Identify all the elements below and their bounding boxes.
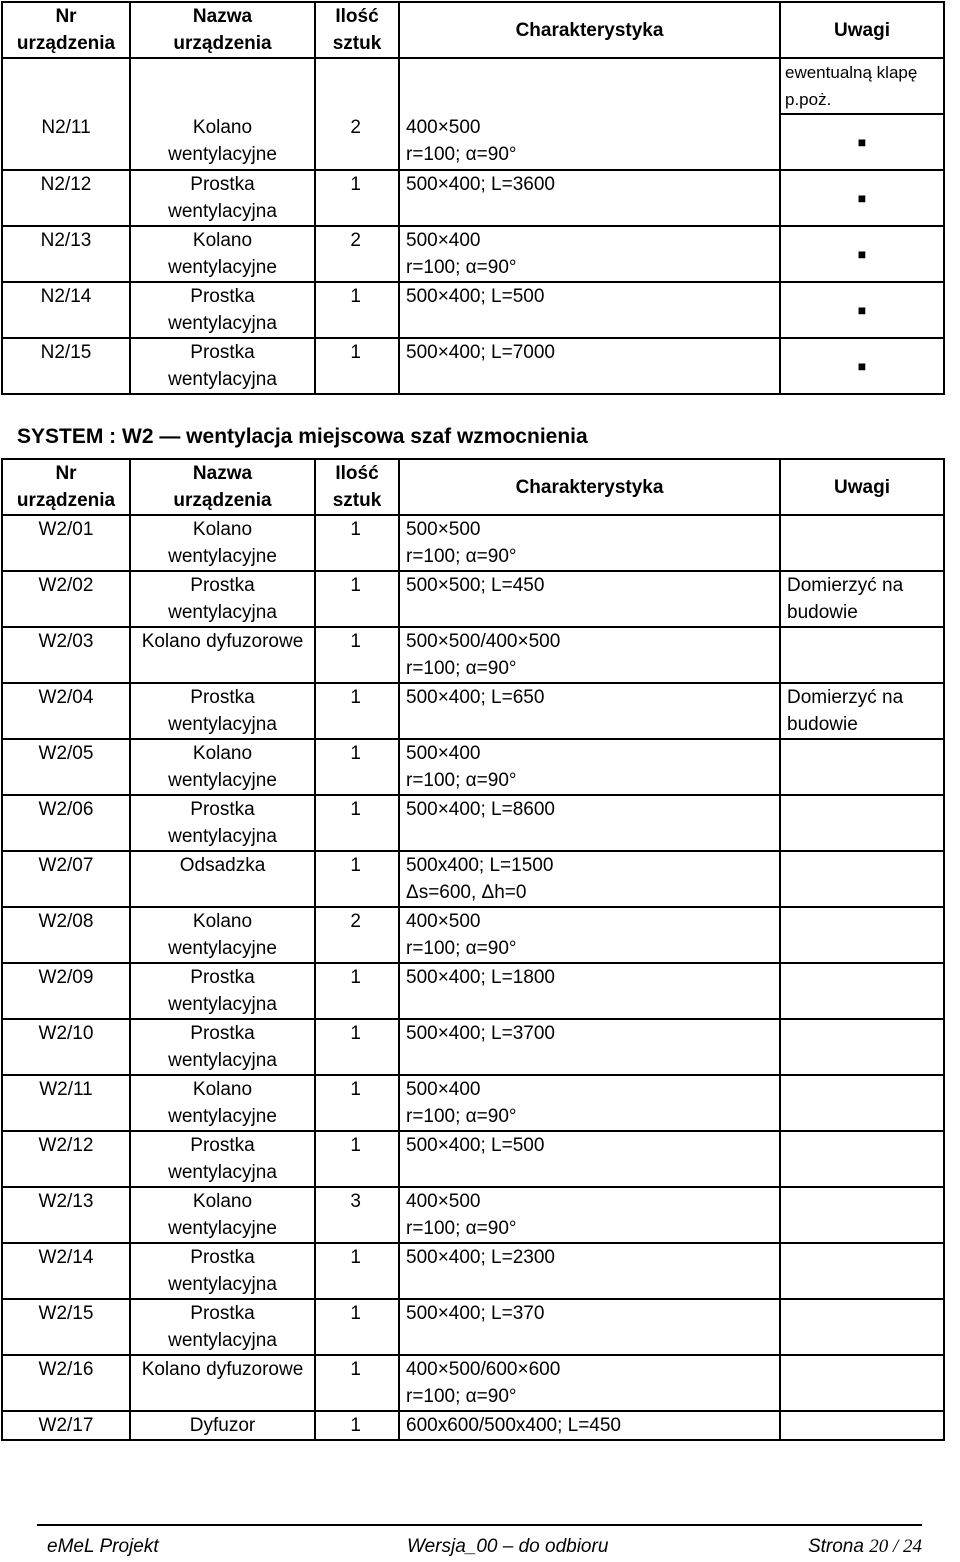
line: Prostka xyxy=(190,1303,255,1324)
cell-qty: 1 xyxy=(315,1019,399,1075)
cell-notes xyxy=(780,1243,944,1299)
table-row xyxy=(2,226,944,282)
line: wentylacyjna xyxy=(168,1274,277,1295)
table-row xyxy=(2,795,944,851)
line: 500×400 xyxy=(406,1079,481,1100)
line: Prostka xyxy=(190,687,255,708)
cell-nr: W2/13 xyxy=(2,1187,130,1243)
cell-name xyxy=(130,338,315,394)
line: r=100; α=90° xyxy=(406,1218,517,1239)
table-row xyxy=(2,282,944,338)
cell-nr: W2/15 xyxy=(2,1299,130,1355)
line: wentylacyjna xyxy=(168,313,277,334)
line: 400×500/600×600 xyxy=(406,1359,561,1380)
square-bullet-icon: ■ xyxy=(857,302,867,318)
line: Prostka xyxy=(190,799,255,820)
line: 500×500; L=450 xyxy=(406,575,545,596)
line: wentylacyjna xyxy=(168,602,277,623)
line: Prostka xyxy=(190,1023,255,1044)
cell-characteristics xyxy=(399,739,780,795)
cell-notes xyxy=(780,338,944,394)
cell-name xyxy=(130,739,315,795)
line: wentylacyjne xyxy=(168,144,277,165)
cell-notes xyxy=(780,170,944,226)
table-row xyxy=(2,1243,944,1299)
cell-characteristics xyxy=(399,795,780,851)
cell-name xyxy=(130,226,315,282)
table-row xyxy=(2,338,944,394)
line: Kolano xyxy=(192,230,253,251)
cell-notes xyxy=(780,739,944,795)
line: 500×400; L=7000 xyxy=(406,342,555,363)
line: 500×400 xyxy=(406,743,481,764)
square-bullet-icon: ■ xyxy=(857,134,867,150)
table-row xyxy=(2,571,944,627)
footer-version: Wersja_00 – do odbioru xyxy=(407,1536,609,1557)
cell-notes xyxy=(780,1131,944,1187)
line: wentylacyjna xyxy=(168,1162,277,1183)
cell-nr: N2/13 xyxy=(2,226,130,282)
cell-name xyxy=(130,1411,315,1440)
cell-nr: W2/04 xyxy=(2,683,130,739)
header-name: Nazwa urządzenia xyxy=(130,459,315,515)
table-row xyxy=(2,515,944,571)
table-row xyxy=(2,963,944,1019)
cell-qty: 2 xyxy=(315,907,399,963)
cell-notes xyxy=(780,1187,944,1243)
line: 500×500 xyxy=(406,519,481,540)
table-row xyxy=(2,627,944,683)
line: 500×400; L=3700 xyxy=(406,1023,555,1044)
cell-characteristics xyxy=(399,170,780,226)
header-nr: Nr urządzenia xyxy=(2,459,130,515)
line: 400×500 xyxy=(406,1191,481,1212)
cell-name xyxy=(130,627,315,683)
line: 500×400 xyxy=(406,230,481,251)
table-row xyxy=(2,114,944,170)
section-title: SYSTEM : W2 — wentylacja miejscowa szaf wzmocnienia xyxy=(17,425,588,448)
line: Domierzyć na xyxy=(787,575,904,596)
cell-qty: 3 xyxy=(315,1187,399,1243)
cell-nr: W2/12 xyxy=(2,1131,130,1187)
line: 500×400; L=500 xyxy=(406,286,545,307)
cell-nr: W2/05 xyxy=(2,739,130,795)
cell-name xyxy=(130,1075,315,1131)
line: wentylacyjne xyxy=(168,1106,277,1127)
cell-notes xyxy=(780,1019,944,1075)
cell-nr: W2/09 xyxy=(2,963,130,1019)
line: Kolano dyfuzorowe xyxy=(141,1359,304,1380)
line: Dyfuzor xyxy=(189,1415,256,1436)
table-header-row xyxy=(2,2,944,58)
table-row xyxy=(2,1075,944,1131)
line: Kolano xyxy=(192,1079,253,1100)
cell-characteristics xyxy=(399,627,780,683)
table-row xyxy=(2,907,944,963)
line: 600x600/500x400; L=450 xyxy=(406,1415,622,1436)
cell-nr: W2/08 xyxy=(2,907,130,963)
cell-characteristics xyxy=(399,1019,780,1075)
line: r=100; α=90° xyxy=(406,938,517,959)
line: Domierzyć na xyxy=(787,687,904,708)
line: 500×400; L=3600 xyxy=(406,174,555,195)
cell-nr: W2/10 xyxy=(2,1019,130,1075)
line: 500×400; L=500 xyxy=(406,1135,545,1156)
cell-notes xyxy=(780,226,944,282)
table-row xyxy=(2,1299,944,1355)
line: r=100; α=90° xyxy=(406,257,517,278)
cell-characteristics xyxy=(399,851,780,907)
line: wentylacyjna xyxy=(168,826,277,847)
cell-nr: W2/16 xyxy=(2,1355,130,1411)
cell-characteristics xyxy=(399,1299,780,1355)
cell-name xyxy=(130,1131,315,1187)
line: budowie xyxy=(787,602,858,623)
cell-qty: 1 xyxy=(315,739,399,795)
cell-nr: N2/12 xyxy=(2,170,130,226)
line: wentylacyjne xyxy=(168,257,277,278)
table-row xyxy=(2,1131,944,1187)
cell-name xyxy=(130,1019,315,1075)
line: wentylacyjna xyxy=(168,714,277,735)
cell-notes xyxy=(780,282,944,338)
cell-notes xyxy=(780,571,944,627)
cell-nr: W2/03 xyxy=(2,627,130,683)
line: wentylacyjna xyxy=(168,201,277,222)
table-row xyxy=(2,1187,944,1243)
line: wentylacyjne xyxy=(168,938,277,959)
carry-over-note: ewentualną klapę p.poż. xyxy=(780,58,944,114)
cell-characteristics xyxy=(399,1075,780,1131)
line: Δs=600, Δh=0 xyxy=(406,882,527,903)
cell-nr: W2/11 xyxy=(2,1075,130,1131)
line: r=100; α=90° xyxy=(406,1106,517,1127)
cell-name xyxy=(130,1187,315,1243)
line: Prostka xyxy=(190,174,255,195)
header-qty: Ilość sztuk xyxy=(315,459,399,515)
line: Prostka xyxy=(190,967,255,988)
cell-name xyxy=(130,1355,315,1411)
cell-qty: 1 xyxy=(315,851,399,907)
line: r=100; α=90° xyxy=(406,658,517,679)
line: wentylacyjna xyxy=(168,994,277,1015)
cell-notes xyxy=(780,1299,944,1355)
cell-nr: W2/06 xyxy=(2,795,130,851)
cell-notes xyxy=(780,1075,944,1131)
cell-notes xyxy=(780,515,944,571)
cell-notes xyxy=(780,963,944,1019)
cell-characteristics xyxy=(399,226,780,282)
line: Prostka xyxy=(190,1247,255,1268)
cell-qty: 2 xyxy=(315,114,399,170)
cell-qty: 1 xyxy=(315,571,399,627)
cell-name xyxy=(130,114,315,170)
cell-qty: 1 xyxy=(315,1243,399,1299)
line: r=100; α=90° xyxy=(406,1386,517,1407)
cell-characteristics xyxy=(399,515,780,571)
cell-notes xyxy=(780,683,944,739)
cell-notes xyxy=(780,907,944,963)
line: 500×400; L=370 xyxy=(406,1303,545,1324)
cell-nr: N2/14 xyxy=(2,282,130,338)
line: 400×500 xyxy=(406,117,481,138)
line: wentylacyjne xyxy=(168,1218,277,1239)
cell-nr: N2/11 xyxy=(2,114,130,170)
cell-name xyxy=(130,1243,315,1299)
cell-qty: 1 xyxy=(315,963,399,1019)
line: r=100; α=90° xyxy=(406,770,517,791)
header-name: Nazwa urządzenia xyxy=(130,2,315,58)
cell-name xyxy=(130,851,315,907)
cell-qty: 1 xyxy=(315,170,399,226)
cell-qty: 1 xyxy=(315,515,399,571)
line: 500×400; L=1800 xyxy=(406,967,555,988)
line: Kolano xyxy=(192,1191,253,1212)
line: wentylacyjna xyxy=(168,1050,277,1071)
square-bullet-icon: ■ xyxy=(857,190,867,206)
cell-qty: 1 xyxy=(315,795,399,851)
line: Prostka xyxy=(190,1135,255,1156)
cell-nr: W2/14 xyxy=(2,1243,130,1299)
cell-name xyxy=(130,1299,315,1355)
page-footer xyxy=(37,1524,922,1562)
cell-characteristics xyxy=(399,1411,780,1440)
square-bullet-icon: ■ xyxy=(857,358,867,374)
line: 500×400; L=650 xyxy=(406,687,545,708)
table-row xyxy=(2,851,944,907)
line: Prostka xyxy=(190,342,255,363)
cell-notes xyxy=(780,851,944,907)
cell-name xyxy=(130,515,315,571)
cell-qty: 1 xyxy=(315,282,399,338)
header-notes: Uwagi xyxy=(780,459,944,515)
cell-nr: W2/17 xyxy=(2,1411,130,1440)
table-row xyxy=(2,739,944,795)
cell-nr: W2/02 xyxy=(2,571,130,627)
line: Odsadzka xyxy=(179,855,266,876)
line: budowie xyxy=(787,714,858,735)
line: Kolano xyxy=(192,743,253,764)
cell-characteristics xyxy=(399,571,780,627)
cell-notes xyxy=(780,627,944,683)
cell-qty: 1 xyxy=(315,338,399,394)
square-bullet-icon: ■ xyxy=(857,246,867,262)
line: wentylacyjna xyxy=(168,1330,277,1351)
table-row xyxy=(2,1355,944,1411)
line: r=100; α=90° xyxy=(406,546,517,567)
cell-notes xyxy=(780,1355,944,1411)
line: 500×400; L=2300 xyxy=(406,1247,555,1268)
cell-nr: N2/15 xyxy=(2,338,130,394)
cell-characteristics xyxy=(399,963,780,1019)
cell-nr: W2/01 xyxy=(2,515,130,571)
line: 500×400; L=8600 xyxy=(406,799,555,820)
header-characteristics: Charakterystyka xyxy=(399,459,780,515)
cell-characteristics xyxy=(399,282,780,338)
cell-notes xyxy=(780,1411,944,1440)
table-row xyxy=(2,170,944,226)
cell-name xyxy=(130,683,315,739)
line: 500×500/400×500 xyxy=(406,631,561,652)
footer-company: eMeL Projekt xyxy=(47,1536,159,1557)
cell-characteristics xyxy=(399,338,780,394)
line: 500x400; L=1500 xyxy=(406,855,554,876)
cell-qty: 2 xyxy=(315,226,399,282)
line: wentylacyjna xyxy=(168,369,277,390)
table-row xyxy=(2,1411,944,1440)
line: Kolano xyxy=(192,911,253,932)
cell-name xyxy=(130,795,315,851)
line: 400×500 xyxy=(406,911,481,932)
header-qty: Ilość sztuk xyxy=(315,2,399,58)
equipment-table-w2 xyxy=(1,458,945,1441)
header-notes: Uwagi xyxy=(780,2,944,58)
cell-qty: 1 xyxy=(315,1075,399,1131)
cell-characteristics xyxy=(399,1131,780,1187)
cell-name xyxy=(130,282,315,338)
cell-notes xyxy=(780,114,944,170)
cell-name xyxy=(130,963,315,1019)
cell-characteristics xyxy=(399,1187,780,1243)
cell-characteristics xyxy=(399,114,780,170)
cell-characteristics xyxy=(399,1355,780,1411)
line: Prostka xyxy=(190,575,255,596)
carry-over-row xyxy=(2,58,944,114)
cell-nr: W2/07 xyxy=(2,851,130,907)
table-row xyxy=(2,1019,944,1075)
cell-qty: 1 xyxy=(315,1355,399,1411)
table-header-row xyxy=(2,459,944,515)
cell-qty: 1 xyxy=(315,1411,399,1440)
cell-name xyxy=(130,170,315,226)
cell-characteristics xyxy=(399,683,780,739)
cell-name xyxy=(130,571,315,627)
header-nr: Nr urządzenia xyxy=(2,2,130,58)
cell-characteristics xyxy=(399,907,780,963)
cell-qty: 1 xyxy=(315,627,399,683)
line: Kolano dyfuzorowe xyxy=(141,631,304,652)
cell-qty: 1 xyxy=(315,683,399,739)
cell-qty: 1 xyxy=(315,1131,399,1187)
cell-notes xyxy=(780,795,944,851)
line: r=100; α=90° xyxy=(406,144,517,165)
line: Prostka xyxy=(190,286,255,307)
cell-qty: 1 xyxy=(315,1299,399,1355)
header-characteristics: Charakterystyka xyxy=(399,2,780,58)
line: wentylacyjne xyxy=(168,770,277,791)
footer-page-number: Strona 20 / 24 xyxy=(807,1536,922,1557)
line: wentylacyjne xyxy=(168,546,277,567)
table-row xyxy=(2,683,944,739)
equipment-table-n2 xyxy=(1,1,945,395)
line: Kolano xyxy=(192,519,253,540)
cell-name xyxy=(130,907,315,963)
cell-characteristics xyxy=(399,1243,780,1299)
line: Kolano xyxy=(192,117,253,138)
